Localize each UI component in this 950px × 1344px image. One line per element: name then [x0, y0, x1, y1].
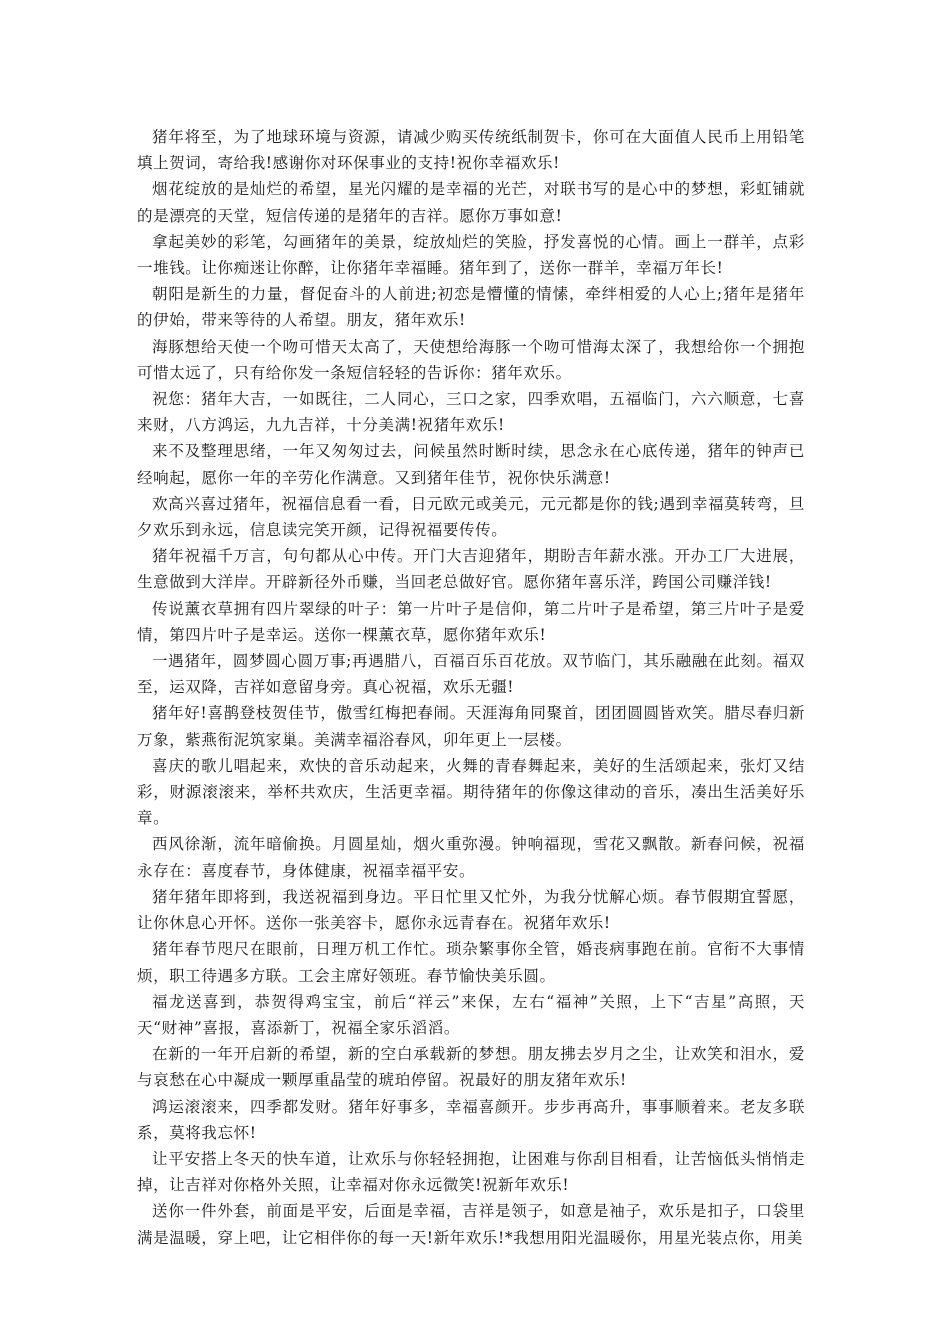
- paragraph: 传说薰衣草拥有四片翠绿的叶子：第一片叶子是信仰，第二片叶子是希望，第三片叶子是爱情，第四片叶子是幸运。送你一棵薰衣草，愿你猪年欢乐!: [137, 599, 805, 644]
- paragraph: 猪年猪年即将到，我送祝福到身边。平日忙里又忙外，为我分忧解心烦。春节假期宜誓愿，让你休息心开怀。送你一张美容卡，愿你永远青春在。祝猪年欢乐!: [137, 887, 805, 933]
- paragraph: 在新的一年开启新的希望，新的空白承载新的梦想。朋友拂去岁月之尘，让欢笑和泪水，爱与哀愁在心中凝成一颗厚重晶莹的琥珀停留。祝最好的朋友猪年欢乐!: [137, 1045, 805, 1090]
- paragraph: 鸿运滚滚来，四季都发财。猪年好事多，幸福喜颜开。步步再高升，事事顺着来。老友多联系，莫将我忘怀!: [137, 1097, 805, 1142]
- paragraph: 西风徐渐，流年暗偷换。月圆星灿，烟火重弥漫。钟响福现，雪花又飘散。新春问候，祝福永存在：喜度春节，身体健康，祝福幸福平安。: [137, 835, 805, 880]
- document-body: [137, 124, 805, 1251]
- paragraph: 让平安搭上冬天的快车道，让欢乐与你轻轻拥抱，让困难与你刮目相看，让苦恼低头悄悄走掉，让吉祥对你格外关照，让幸福对你永远微笑!祝新年欢乐!: [137, 1149, 805, 1195]
- paragraph: 喜庆的歌儿唱起来，欢快的音乐动起来，火舞的青春舞起来，美好的生活颂起来，张灯又结彩，财源滚滚来，举杯共欢庆，生活更幸福。期待猪年的你像这律动的音乐，凑出生活美好乐章。: [137, 756, 805, 828]
- paragraph: 欢高兴喜过猪年，祝福信息看一看，日元欧元或美元，元元都是你的钱;遇到幸福莫转弯，旦夕欢乐到永远，信息读完笑开颜，记得祝福要传传。: [137, 494, 805, 540]
- paragraph: 一遇猪年，圆梦圆心圆万事;再遇腊八，百福百乐百花放。双节临门，其乐融融在此刻。福双至，运双降，吉祥如意留身旁。真心祝福，欢乐无疆!: [137, 652, 805, 697]
- paragraph: 猪年将至，为了地球环境与资源，请减少购买传统纸制贺卡，你可在大面值人民币上用铅笔填上贺词，寄给我!感谢你对环保事业的支持!祝你幸福欢乐!: [137, 128, 805, 173]
- paragraph: 送你一件外套，前面是平安，后面是幸福，吉祥是领子，如意是袖子，欢乐是扣子，口袋里满是温暖，穿上吧，让它相伴你的每一天!新年欢乐!*我想用阳光温暖你，用星光装点你，用美: [137, 1202, 805, 1247]
- paragraph: 朝阳是新生的力量，督促奋斗的人前进;初恋是懵懂的情愫，牵绊相爱的人心上;猪年是猪年的伊始，带来等待的人希望。朋友，猪年欢乐!: [137, 285, 805, 330]
- paragraph: 福龙送喜到，恭贺得鸡宝宝，前后“祥云”来保，左右“福神”关照，上下“吉星”高照，天天“财神”喜报，喜添新丁，祝福全家乐滔滔。: [137, 992, 805, 1037]
- paragraph: 拿起美妙的彩笔，勾画猪年的美景，绽放灿烂的笑脸，抒发喜悦的心情。画上一群羊，点彩一堆钱。让你痴迷让你醉，让你猪年幸福睡。猪年到了，送你一群羊，幸福万年长!: [137, 232, 805, 278]
- paragraph: 烟花绽放的是灿烂的希望，星光闪耀的是幸福的光芒，对联书写的是心中的梦想，彩虹铺就的是漂亮的天堂，短信传递的是猪年的吉祥。愿你万事如意!: [137, 180, 805, 225]
- paragraph: 来不及整理思绪，一年又匆匆过去，问候虽然时断时续，思念永在心底传递，猪年的钟声已经响起，愿你一年的辛劳化作满意。又到猪年佳节，祝你快乐满意!: [137, 442, 805, 487]
- paragraph: 猪年春节咫尺在眼前，日理万机工作忙。琐杂繁事你全管，婚丧病事跑在前。官衔不大事情烦，职工待遇多方联。工会主席好领班。春节愉快美乐圆。: [137, 940, 805, 985]
- paragraph: 祝您：猪年大吉，一如既往，二人同心，三口之家，四季欢唱，五福临门，六六顺意，七喜来财，八方鸿运，九九吉祥，十分美满!祝猪年欢乐!: [137, 390, 805, 435]
- paragraph: 海豚想给天使一个吻可惜天太高了，天使想给海豚一个吻可惜海太深了，我想给你一个拥抱可惜太远了，只有给你发一条短信轻轻的告诉你：猪年欢乐。: [137, 337, 805, 382]
- paragraph: 猪年祝福千万言，句句都从心中传。开门大吉迎猪年，期盼吉年薪水涨。开办工厂大进展，生意做到大洋岸。开辟新径外币赚，当回老总做好官。愿你猪年喜乐洋，跨国公司赚洋钱!: [137, 547, 805, 592]
- paragraph: 猪年好!喜鹊登枝贺佳节，傲雪红梅把春闹。天涯海角同聚首，团团圆圆皆欢笑。腊尽春归新万象，紫燕衔泥筑家巢。美满幸福浴春风，卯年更上一层楼。: [137, 704, 805, 749]
